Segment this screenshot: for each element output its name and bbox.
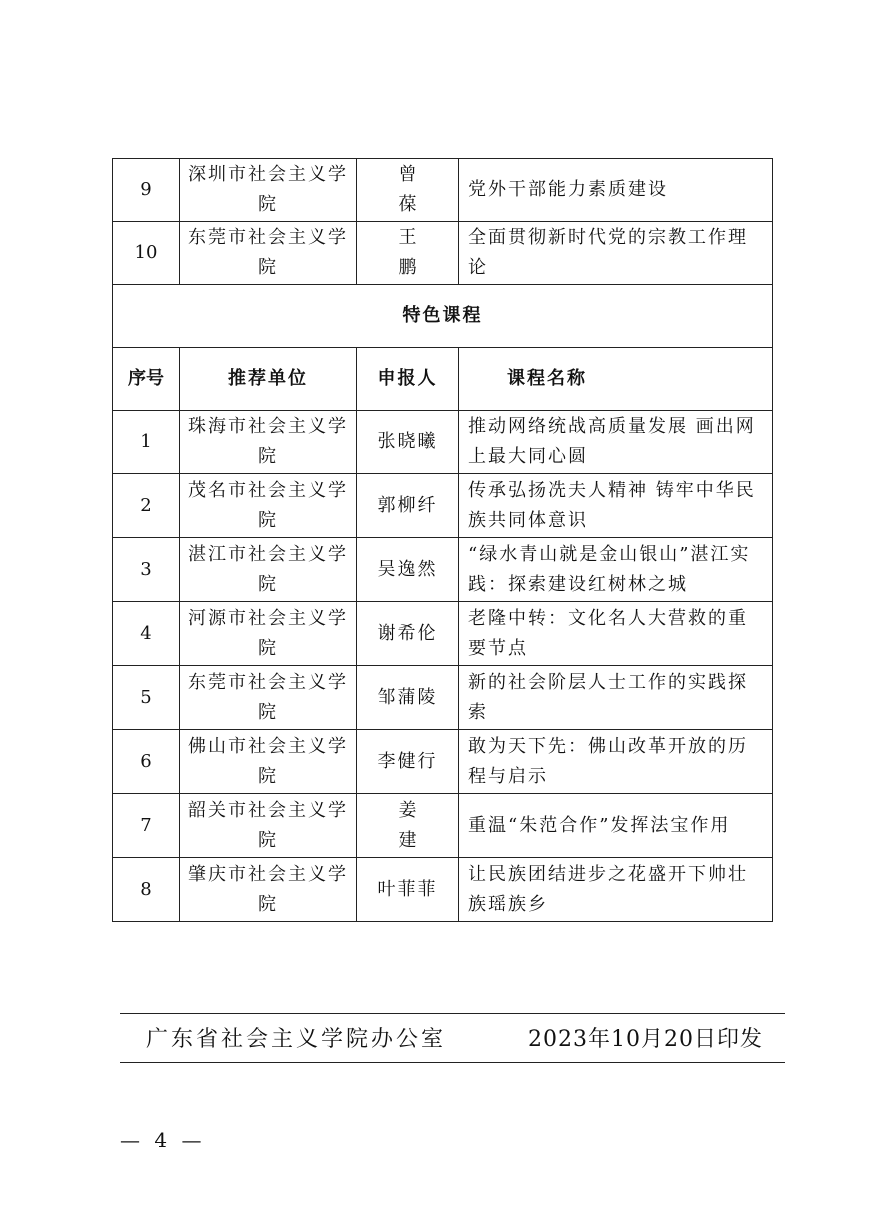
issuing-office: 广东省社会主义学院办公室 <box>146 1027 447 1052</box>
row-number: 5 <box>113 666 180 730</box>
row-number: 10 <box>113 222 180 285</box>
row-number: 1 <box>113 411 180 474</box>
table-row <box>113 222 773 285</box>
table-row <box>113 794 773 858</box>
header-applicant: 申报人 <box>357 348 459 411</box>
applicant: 李健行 <box>357 730 459 794</box>
course-table <box>112 158 773 922</box>
applicant: 王 鹏 <box>357 222 459 285</box>
course-name: “绿水青山就是金山银山”湛江实践：探索建设红树林之城 <box>459 538 773 602</box>
recommending-unit: 韶关市社会主义学院 <box>180 794 357 858</box>
course-name: 敢为天下先：佛山改革开放的历程与启示 <box>459 730 773 794</box>
table-row <box>113 666 773 730</box>
course-name: 新的社会阶层人士工作的实践探索 <box>459 666 773 730</box>
header-number: 序号 <box>113 348 180 411</box>
table-row <box>113 858 773 922</box>
recommending-unit: 河源市社会主义学院 <box>180 602 357 666</box>
page-number: — 4 — <box>120 1128 206 1152</box>
header-unit: 推荐单位 <box>180 348 357 411</box>
row-number: 9 <box>113 159 180 222</box>
recommending-unit: 湛江市社会主义学院 <box>180 538 357 602</box>
row-number: 6 <box>113 730 180 794</box>
issue-date: 2023年10月20日印发 <box>528 1027 763 1052</box>
applicant: 谢希伦 <box>357 602 459 666</box>
row-number: 4 <box>113 602 180 666</box>
table-row <box>113 411 773 474</box>
table-row <box>113 602 773 666</box>
applicant: 张晓曦 <box>357 411 459 474</box>
recommending-unit: 东莞市社会主义学院 <box>180 222 357 285</box>
applicant: 郭柳纤 <box>357 474 459 538</box>
table-row <box>113 474 773 538</box>
course-name: 让民族团结进步之花盛开下帅壮族瑶族乡 <box>459 858 773 922</box>
section-title: 特色课程 <box>113 285 773 348</box>
course-name: 重温“朱范合作”发挥法宝作用 <box>459 794 773 858</box>
applicant: 叶菲菲 <box>357 858 459 922</box>
course-name: 老隆中转：文化名人大营救的重要节点 <box>459 602 773 666</box>
recommending-unit: 茂名市社会主义学院 <box>180 474 357 538</box>
course-name: 传承弘扬冼夫人精神 铸牢中华民族共同体意识 <box>459 474 773 538</box>
section-title-row <box>113 285 773 348</box>
table-row <box>113 159 773 222</box>
course-name: 推动网络统战高质量发展 画出网上最大同心圆 <box>459 411 773 474</box>
recommending-unit: 佛山市社会主义学院 <box>180 730 357 794</box>
recommending-unit: 珠海市社会主义学院 <box>180 411 357 474</box>
applicant: 曾 葆 <box>357 159 459 222</box>
recommending-unit: 深圳市社会主义学院 <box>180 159 357 222</box>
table-header-row <box>113 348 773 411</box>
row-number: 8 <box>113 858 180 922</box>
row-number: 3 <box>113 538 180 602</box>
applicant: 吴逸然 <box>357 538 459 602</box>
header-course-name: 课程名称 <box>459 348 773 411</box>
applicant: 邹蒲陵 <box>357 666 459 730</box>
recommending-unit: 东莞市社会主义学院 <box>180 666 357 730</box>
row-number: 7 <box>113 794 180 858</box>
course-name: 全面贯彻新时代党的宗教工作理论 <box>459 222 773 285</box>
recommending-unit: 肇庆市社会主义学院 <box>180 858 357 922</box>
course-name: 党外干部能力素质建设 <box>459 159 773 222</box>
table-row <box>113 538 773 602</box>
table-row <box>113 730 773 794</box>
document-footer <box>120 1013 785 1063</box>
row-number: 2 <box>113 474 180 538</box>
applicant: 姜 建 <box>357 794 459 858</box>
